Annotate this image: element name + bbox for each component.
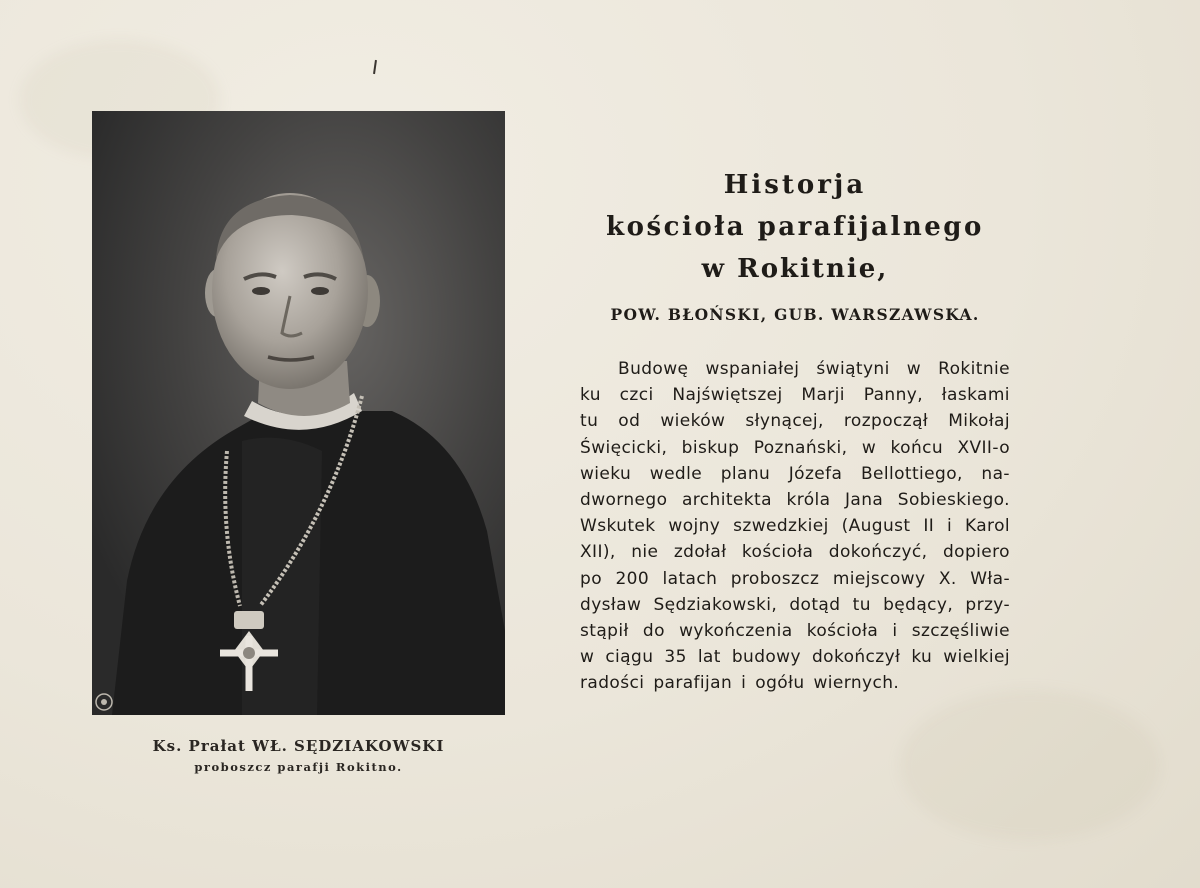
body-line: po 200 latach proboszcz miejscowy X. Wła-: [580, 568, 1010, 589]
body-line: dysław Sędziakowski, dotąd tu będący, przy-: [580, 594, 1010, 615]
body-line: Wskutek wojny szwedzkiej (August II i Karol: [580, 516, 1010, 537]
portrait-photo: [92, 111, 505, 715]
body-paragraph: [580, 356, 1010, 696]
paper-stain: [900, 690, 1160, 840]
portrait-illustration: [92, 111, 505, 715]
portrait-caption-name: Ks. Prałat WŁ. SĘDZIAKOWSKI: [152, 737, 445, 755]
body-line: radości parafijan i ogółu wiernych.: [580, 673, 900, 694]
body-line: tu od wieków słynącej, rozpoczął Mikołaj: [580, 411, 1010, 432]
body-line: wieku wedle planu Józefa Bellottiego, na-: [580, 463, 1010, 484]
title-line-1: Historja: [723, 170, 867, 200]
body-line: XII), nie zdołał kościoła dokończyć, dopiero: [580, 542, 1010, 563]
title-line-2: kościoła parafijalnego: [606, 212, 984, 242]
body-line: Budowę wspaniałej świątyni w Rokitnie: [618, 359, 1010, 379]
portrait-caption-role: proboszcz parafji Rokitno.: [194, 760, 403, 774]
title-line-3: w Rokitnie,: [701, 254, 889, 284]
body-line: w ciągu 35 lat budowy dokończył ku wielkiej: [580, 647, 1010, 668]
body-line: dwornego architekta króla Jana Sobieskiego.: [580, 489, 1010, 510]
body-line: stąpił do wykończenia kościoła i szczęśliwie: [580, 620, 1010, 641]
subtitle: POW. BŁOŃSKI, GUB. WARSZAWSKA.: [610, 305, 980, 324]
ink-mark: [373, 60, 377, 74]
body-line: ku czci Najświętszej Marji Panny, łaskami: [580, 385, 1010, 406]
body-line: Święcicki, biskup Poznański, w końcu XVII-o: [580, 437, 1010, 458]
